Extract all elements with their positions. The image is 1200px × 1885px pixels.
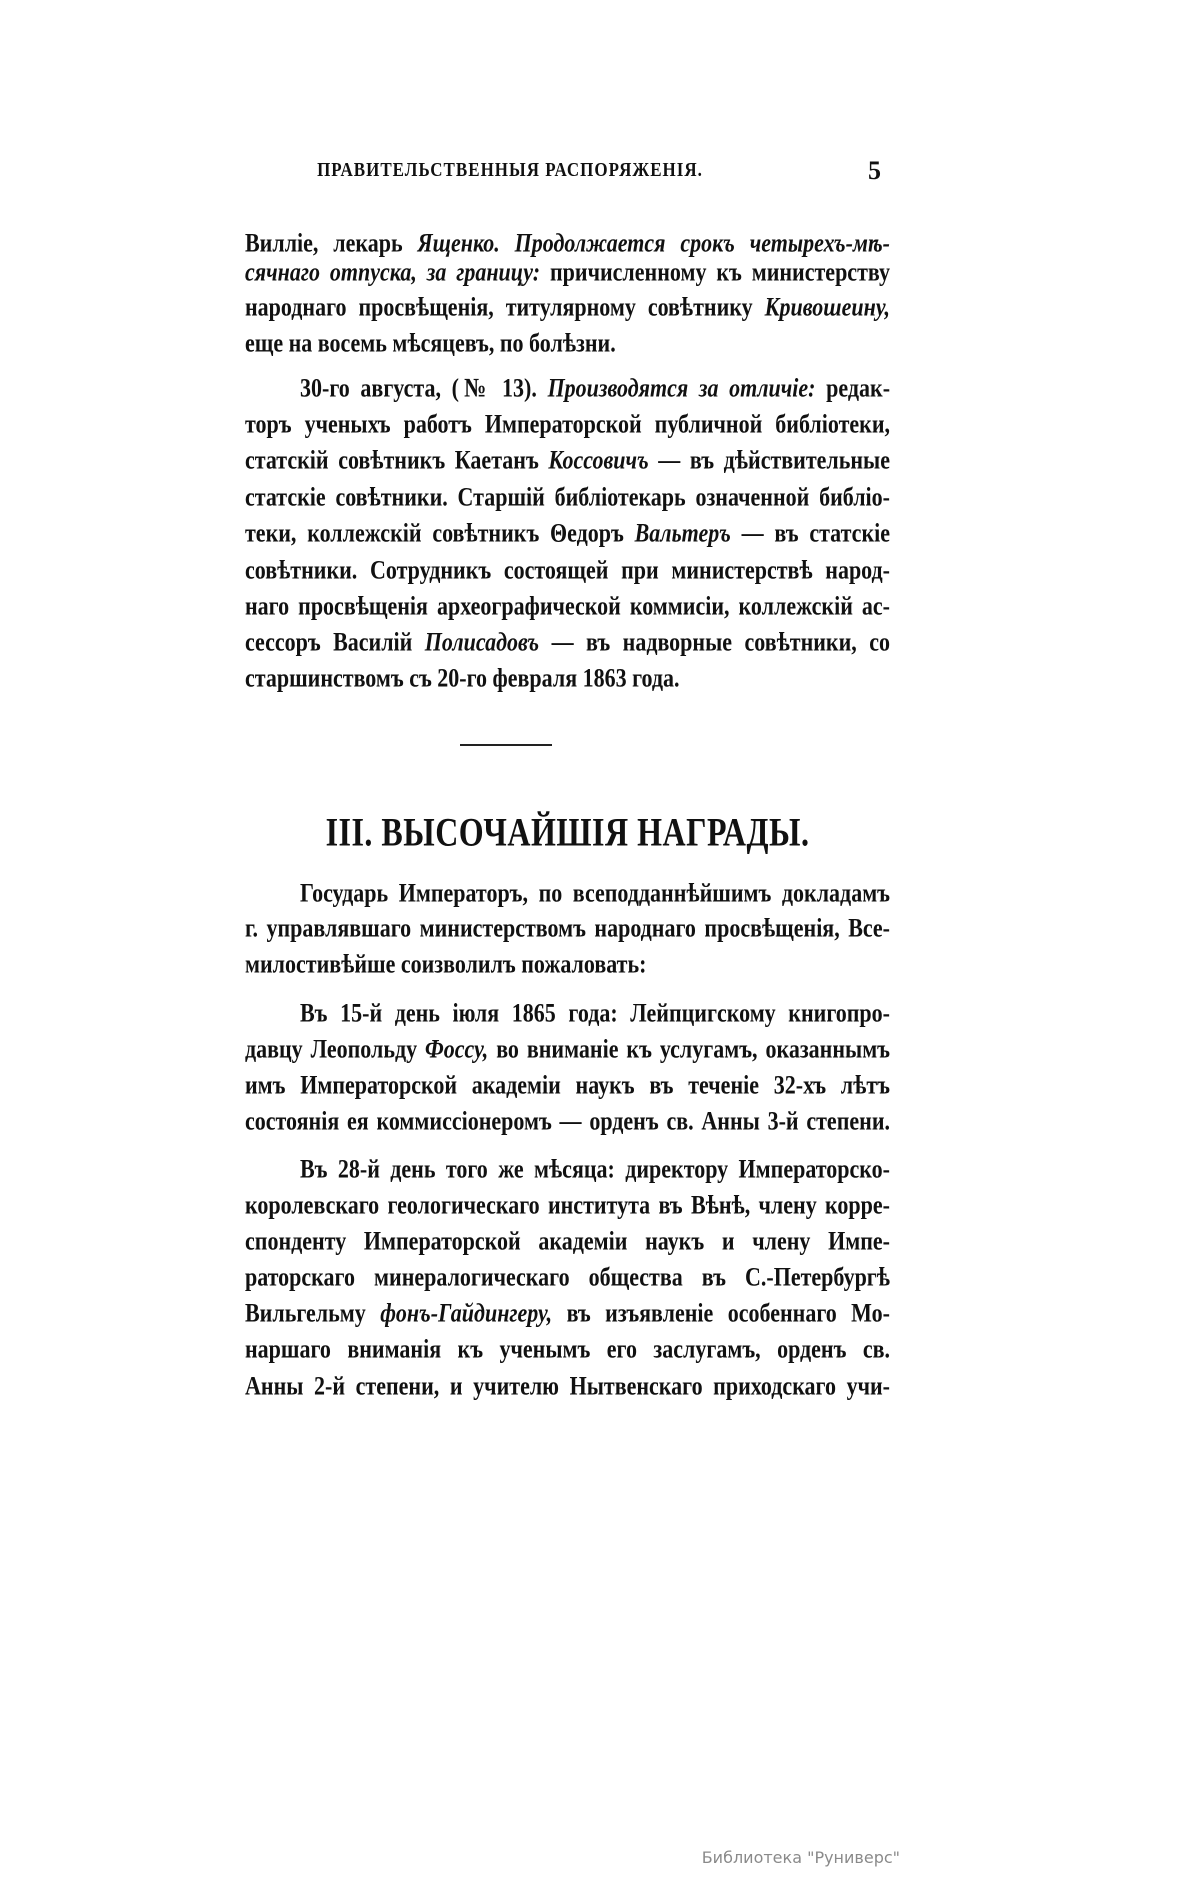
text-line [245, 910, 890, 947]
text-segment: — въ дѣйствительные [648, 444, 890, 475]
text-line [245, 660, 890, 697]
text-segment: старшинствомъ съ 20-го февраля 1863 года. [245, 662, 680, 693]
text-segment: редак- [815, 372, 891, 403]
section-heading: III. ВЫСОЧАЙШІЯ НАГРАДЫ. [325, 809, 810, 855]
text-segment: сессоръ Василій [245, 626, 425, 657]
text-segment: совѣтники. Сотрудникъ состоящей при министерствѣ народ- [245, 554, 890, 585]
text-line [245, 1067, 890, 1104]
text-segment: наго просвѣщенія археографической коммисіи, коллежскій ас- [245, 590, 890, 621]
italic-name: фонъ-Гайдингеру, [380, 1297, 553, 1328]
text-segment: торъ ученыхъ работъ Императорской публичной библіотеки, [245, 408, 890, 439]
text-line [245, 946, 890, 983]
text-segment: Вилліе, лекарь [245, 227, 418, 258]
text-line [245, 552, 890, 589]
text-line [245, 325, 890, 362]
text-line [300, 875, 890, 912]
text-line [245, 1103, 890, 1140]
italic-name: Вальтеръ [634, 517, 731, 548]
text-line [245, 624, 890, 661]
page-number: 5 [868, 156, 881, 185]
text-segment: 30-го августа, (№ 13). [300, 372, 548, 403]
text-segment: теки, коллежскій совѣтникъ Θедоръ [245, 517, 635, 548]
text-segment: — въ надворные совѣтники, со [539, 626, 890, 657]
text-segment: Анны 2-й степени, и учителю Нытвенскаго приходскаго учи- [245, 1370, 890, 1401]
italic-name: Кривошеину, [764, 291, 890, 322]
text-segment: статскіе совѣтники. Старшій библіотекарь означенной библіо- [245, 481, 890, 512]
text-line [245, 1368, 890, 1405]
text-line [245, 588, 890, 625]
text-line [300, 370, 890, 407]
text-segment: наршаго вниманія къ ученымъ его заслугамъ, орденъ св. [245, 1333, 890, 1364]
text-line [245, 1187, 890, 1224]
library-watermark: Библиотека "Руниверс" [701, 1848, 900, 1867]
text-segment: статскій совѣтникъ Каетанъ [245, 444, 549, 475]
running-title: ПРАВИТЕЛЬСТВЕННЫЯ РАСПОРЯЖЕНІЯ. [317, 158, 703, 181]
text-line [245, 515, 890, 552]
italic-name: Коссовичъ [548, 444, 649, 475]
text-line [245, 1223, 890, 1260]
text-segment: милостивѣйше соизволилъ пожаловать: [245, 948, 647, 979]
italic-name: Фоссу, [425, 1033, 489, 1064]
text-segment: давцу Леопольду [245, 1033, 426, 1064]
italic-name: Полисадовъ [424, 626, 540, 657]
text-segment: королевскаго геологическаго института въ Вѣнѣ, члену корре- [245, 1189, 890, 1220]
italic-name: Производятся за отличіе: [547, 372, 816, 403]
text-line [245, 1331, 890, 1368]
text-line [245, 254, 890, 291]
text-segment: спонденту Императорской академіи наукъ и члену Импе- [245, 1225, 890, 1256]
text-segment: состоянія ея коммиссіонеромъ — орденъ св. Анны 3-й степени. [245, 1105, 890, 1136]
text-segment: въ изъявленіе особеннаго Мо- [552, 1297, 890, 1328]
text-segment: раторскаго минералогическаго общества въ С.-Петербургѣ [245, 1261, 890, 1292]
italic-name: сячнаго отпуска, за границу: [245, 256, 541, 287]
text-line [245, 442, 890, 479]
text-line [245, 1031, 890, 1068]
text-segment: Вильгельму [245, 1297, 381, 1328]
text-line [245, 1259, 890, 1296]
text-segment: имъ Императорской академіи наукъ въ теченіе 32-хъ лѣтъ [245, 1069, 890, 1100]
text-line [300, 995, 890, 1032]
section-divider [460, 744, 552, 746]
text-segment: еще на восемь мѣсяцевъ, по болѣзни. [245, 327, 616, 358]
text-segment: причисленному къ министерству [540, 256, 891, 287]
text-line [245, 479, 890, 516]
text-line [245, 1295, 890, 1332]
text-segment: Въ 28-й день того же мѣсяца: директору Императорско- [300, 1153, 890, 1184]
text-segment: Государь Императоръ, по всеподданнѣйшимъ докладамъ [300, 877, 890, 908]
text-line [300, 1151, 890, 1188]
italic-name: Ященко. Продолжается срокъ четырехъ-мѣ- [417, 227, 891, 258]
text-segment: Въ 15-й день іюля 1865 года: Лейпцигскому книгопро- [300, 997, 890, 1028]
text-segment: народнаго просвѣщенія, титулярному совѣтнику [245, 291, 765, 322]
text-segment: во вниманіе къ услугамъ, оказаннымъ [488, 1033, 890, 1064]
text-line [245, 289, 890, 326]
text-segment: — въ статскіе [730, 517, 890, 548]
text-segment: г. управлявшаго министерствомъ народнаго просвѣщенія, Все- [245, 912, 890, 943]
text-line [245, 406, 890, 443]
